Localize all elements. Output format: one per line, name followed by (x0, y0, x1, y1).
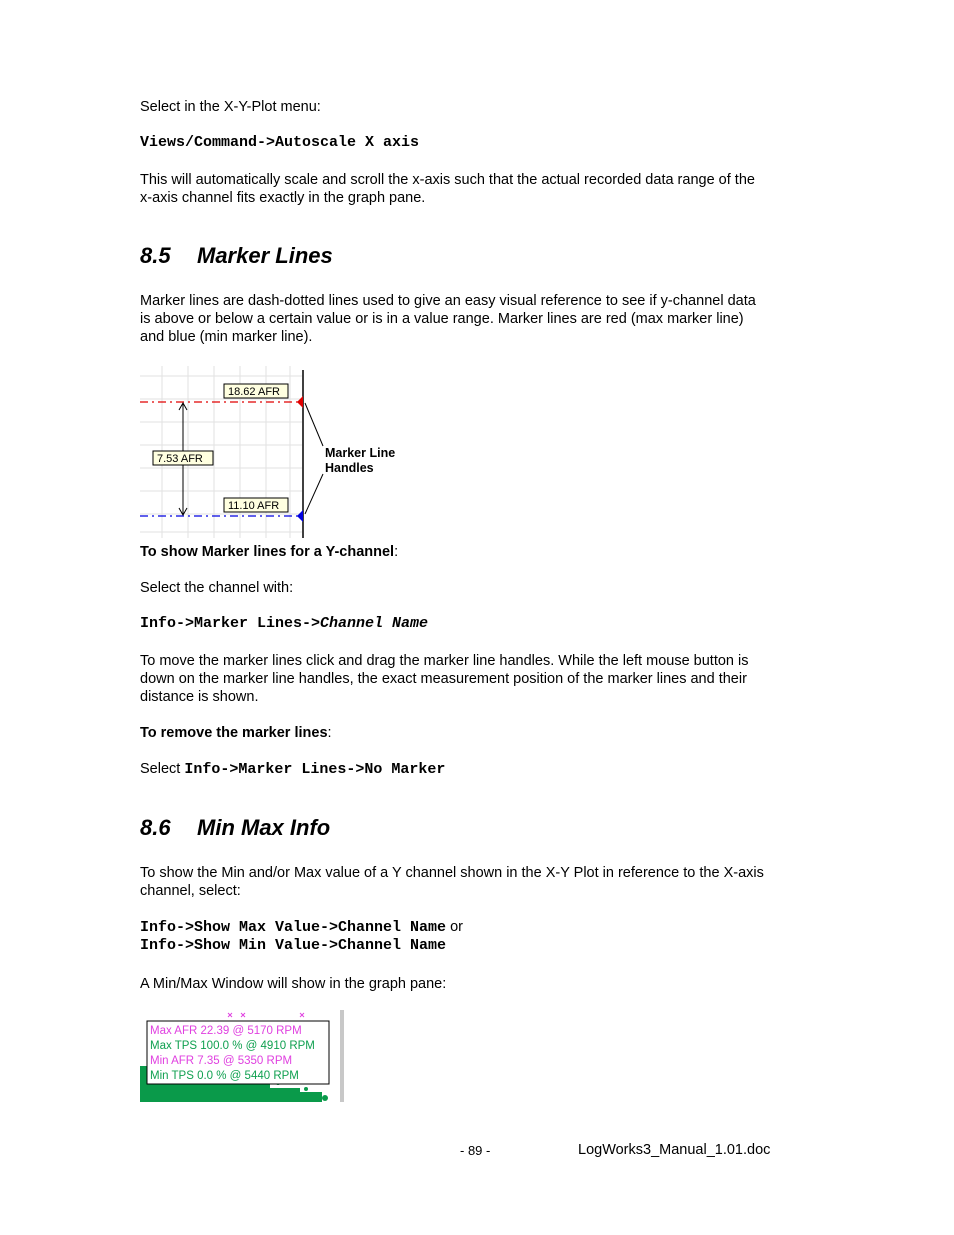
section-title: Min Max Info (197, 815, 331, 840)
remove-marker-instruction (140, 760, 445, 778)
show-max-command: Info->Show Max Value->Channel Name (140, 919, 447, 936)
autoscale-command: Views/Command->Autoscale X axis (140, 134, 420, 151)
min-afr-line: Min AFR 7.35 @ 5350 RPM (150, 1055, 293, 1067)
min-tps-line: Min TPS 0.0 % @ 5440 RPM (150, 1070, 299, 1082)
page-number: - 89 - (460, 1143, 491, 1158)
section-number: 8.5 (140, 243, 171, 268)
show-max-command-line (140, 918, 463, 936)
section-heading-marker-lines (140, 243, 333, 269)
show-marker-heading-text: To show Marker lines for a Y-channel (140, 544, 395, 560)
remove-select-word: Select (140, 761, 185, 777)
remove-marker-heading (140, 724, 332, 742)
document-filename: LogWorks3_Manual_1.01.doc (578, 1142, 771, 1158)
max-value-label: 18.62 AFR (228, 386, 280, 398)
show-marker-heading (140, 543, 398, 561)
marker-lines-figure (140, 366, 410, 538)
select-channel-instruction: Select the channel with: (140, 580, 294, 596)
show-min-command: Info->Show Min Value->Channel Name (140, 937, 447, 954)
remove-marker-heading-text: To remove the marker lines (140, 725, 328, 741)
callout-label-line-2: Handles (325, 461, 374, 475)
section-heading-min-max-info (140, 815, 330, 841)
remove-marker-heading-colon: : (327, 725, 332, 741)
distance-label: 7.53 AFR (157, 453, 203, 465)
min-max-intro-line-2: channel, select: (140, 883, 241, 899)
move-instruction-line-3: distance is shown. (140, 689, 259, 705)
marker-intro-line-3: and blue (min marker line). (140, 329, 313, 345)
show-marker-heading-colon: : (394, 544, 399, 560)
move-instruction-line-1: To move the marker lines click and drag the marker line handles. While the left mouse button is (140, 653, 749, 669)
move-instruction-line-2: down on the marker line handles, the exact measurement position of the marker lines and their (140, 671, 747, 687)
autoscale-description-line-1: This will automatically scale and scroll the x-axis such that the actual recorded data range of the (140, 172, 755, 188)
marker-lines-command (140, 615, 428, 632)
section-title: Marker Lines (197, 243, 333, 268)
min-max-window-figure (140, 1010, 344, 1102)
no-marker-command: Info->Marker Lines->No Marker (184, 761, 446, 778)
section-number: 8.6 (140, 815, 171, 840)
min-value-label: 11.10 AFR (228, 500, 280, 512)
marker-lines-command-channel: Channel Name (320, 615, 429, 632)
or-word: or (446, 919, 463, 935)
marker-intro-line-1: Marker lines are dash-dotted lines used to give an easy visual reference to see if y-channel data (140, 293, 756, 309)
max-afr-line: Max AFR 22.39 @ 5170 RPM (150, 1025, 302, 1037)
min-max-window-description: A Min/Max Window will show in the graph pane: (140, 976, 447, 992)
marker-intro-line-2: is above or below a certain value or is in a value range. Marker lines are red (max marker line) (140, 311, 744, 327)
min-max-intro-line-1: To show the Min and/or Max value of a Y channel shown in the X-Y Plot in reference to the X-axis (140, 865, 764, 881)
marker-lines-command-prefix: Info->Marker Lines-> (140, 615, 321, 632)
menu-instruction: Select in the X-Y-Plot menu: (140, 99, 321, 115)
callout-label-line-1: Marker Line (325, 446, 396, 460)
autoscale-description-line-2: x-axis channel fits exactly in the graph pane. (140, 190, 426, 206)
max-tps-line: Max TPS 100.0 % @ 4910 RPM (150, 1040, 315, 1052)
pane-border (340, 1010, 344, 1102)
